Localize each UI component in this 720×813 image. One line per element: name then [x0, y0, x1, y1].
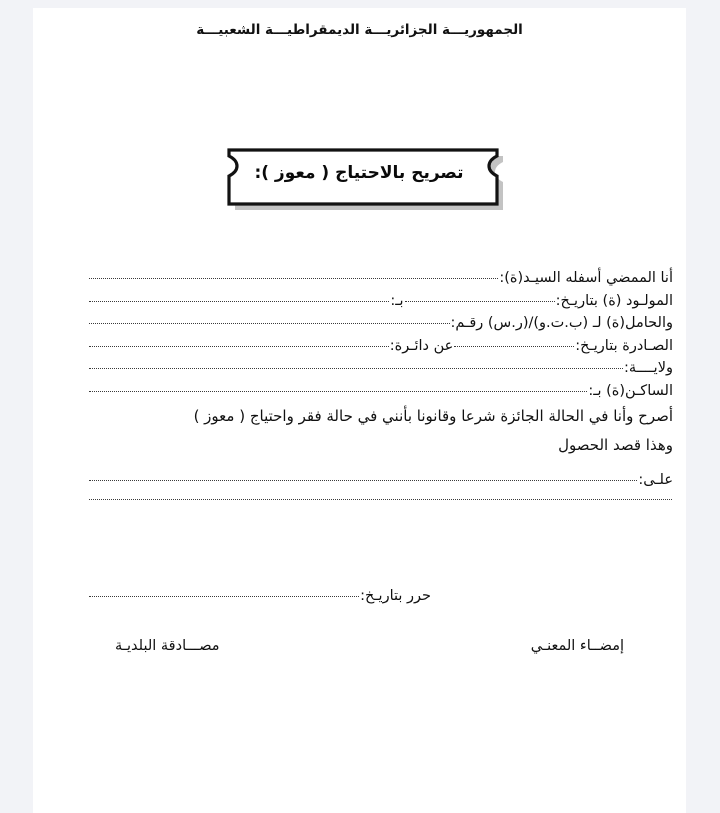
title-text: تصريح بالاحتياج ( معوز ): [254, 163, 464, 183]
document-page [33, 8, 686, 813]
field-dots-purpose[interactable] [89, 479, 637, 481]
signature-row [33, 638, 686, 664]
field-label-residence: الساكـن(ة) بـ: [588, 382, 673, 399]
field-row-issue [33, 338, 686, 361]
field-label-birthplace: بـ: [390, 292, 404, 309]
signature-label-concerned: إمضــاء المعنـي [530, 638, 624, 654]
field-dots-purpose-continued[interactable] [89, 498, 672, 500]
field-row-id-number [33, 315, 686, 338]
field-row-birth [33, 293, 686, 316]
declaration-line-2: وهذا قصد الحصول [558, 436, 673, 454]
field-label-wilaya: ولايــــة: [624, 360, 673, 376]
field-dots-birthdate[interactable] [405, 300, 555, 302]
field-dots-id-number[interactable] [89, 322, 450, 324]
signature-label-municipality: مصـــادقة البلديـة [115, 638, 220, 654]
field-row-written-date [33, 588, 686, 604]
field-label-name: أنا الممضي أسفله السيـد(ة): [499, 270, 673, 286]
field-dots-birthplace[interactable] [89, 300, 389, 302]
field-label-written-date: حرر بتاريـخ: [360, 588, 431, 604]
form-body [33, 270, 686, 519]
field-dots-issue-date[interactable] [454, 345, 574, 347]
field-label-birthdate: المولـود (ة) بتاريـخ: [555, 292, 673, 309]
field-row-wilaya [33, 360, 686, 383]
field-row-name [33, 270, 686, 293]
republic-header-line: الجمهوريـــة الجزائريـــة الديمقراطيـــة الشعبيـــة [196, 22, 523, 38]
field-dots-residence[interactable] [89, 390, 587, 392]
title-plate [213, 142, 513, 214]
field-dots-written-date[interactable] [89, 595, 359, 597]
field-dots-wilaya[interactable] [89, 367, 623, 369]
field-row-residence [33, 383, 686, 406]
field-row-purpose [33, 472, 686, 495]
field-label-daira: عن دائـرة: [389, 337, 454, 354]
field-row-purpose-continued [33, 501, 686, 519]
declaration-line-1: أصرح وأنا في الحالة الجائزة شرعا وقانونا بأنني في حالة فقر واحتياج ( معوز ) [193, 407, 673, 425]
field-dots-name[interactable] [89, 277, 498, 279]
field-dots-daira[interactable] [89, 345, 389, 347]
field-label-id-number: والحامل(ة) لـ (ب.ت.و)/(ر.س) رقـم: [450, 315, 673, 331]
field-label-purpose: علـى: [638, 472, 673, 488]
field-label-issue-date: الصـادرة بتاريـخ: [575, 337, 673, 354]
